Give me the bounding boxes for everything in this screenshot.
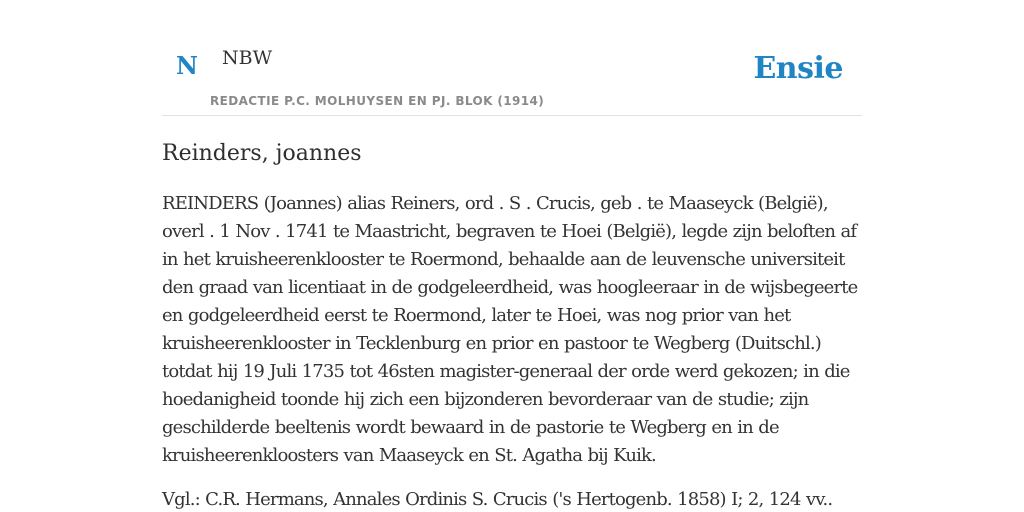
article-body: REINDERS (Joannes) alias Reiners, ord . S . Crucis, geb . te Maaseyck (België), overl . 1 Nov . 1741 te Maastricht, begraven te Hoei (België), legde zijn beloften af in het kruisheerenklooster te Roermond, behaalde aan de leuvensche universiteit den graad van licentiaat in de godgeleerdheid, was hoogleeraar in de wijsbegeerte en godgeleerdheid eerst te Roermond, later te Hoei, was nog prior van het kruisheerenklooster in Tecklenburg en prior en pastoor te Wegberg (Duitschl.) totdat hij 19 Juli 1735 tot 46sten magister-generaal der orde werd gekozen; in die hoedanigheid toonde hij zich een bijzonderen bevorderaar van de studie; zijn geschilderde beeltenis wordt bewaard in de pastorie te Wegberg en in de kruisheerenkloosters van Maaseyck en St. Agatha bij Kuik. [162,193,858,466]
article [162,138,867,512]
source-logo[interactable]: N [176,51,198,80]
article-reference: Vgl.: C.R. Hermans, Annales Ordinis S. Crucis ('s Hertogenb. 1858) I; 2, 124 vv.. [162,489,833,510]
source-subtitle: REDACTIE P.C. MOLHUYSEN EN PJ. BLOK (1914) [210,94,545,108]
article-title: Reinders, joannes [162,141,362,166]
site-header [162,0,862,116]
source-name[interactable]: NBW [222,47,273,69]
brand-logo[interactable]: Ensie [753,51,843,86]
